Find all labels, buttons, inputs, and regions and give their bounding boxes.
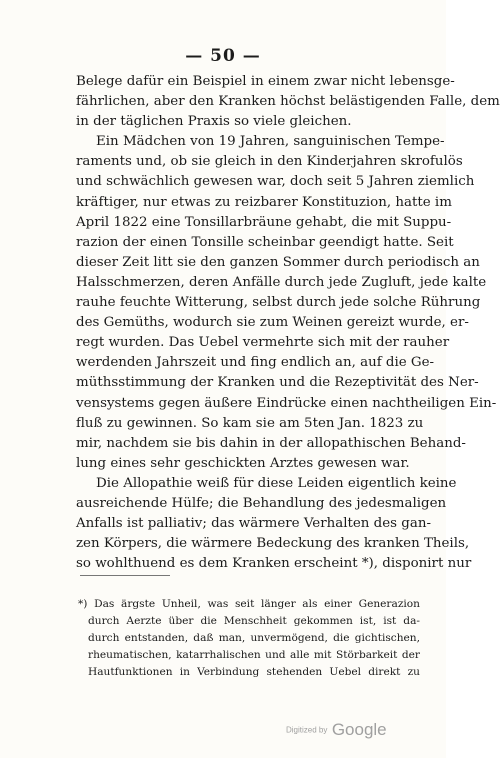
text-line: zen Körpers, die wärmere Bedeckung des kranken Theils, [76,536,470,552]
text-line: fährlichen, aber den Kranken höchst belästigenden Falle, dem [76,94,500,110]
body-text [76,72,500,574]
footnote-divider [80,575,170,576]
text-line: razion der einen Tonsille scheinbar geendigt hatte. Seit [76,234,454,250]
text-line: dieser Zeit litt sie den ganzen Sommer durch periodisch an [76,254,480,270]
footnote-line: durch entstanden, daß man, unvermögend, die gichtischen, [88,632,420,644]
text-line: Die Allopathie weiß für diese Leiden eigentlich keine [96,475,457,491]
text-line: April 1822 eine Tonsillarbräune gehabt, die mit Suppu- [76,214,452,230]
text-line: Ein Mädchen von 19 Jahren, sanguinischen Tempe- [96,134,445,150]
text-line: werdenden Jahrszeit und fing endlich an, auf die Ge- [76,355,435,371]
page-number: — 50 — [185,46,261,66]
footnote [78,596,420,681]
text-line: kräftiger, nur etwas zu reizbarer Konstituzion, hatte im [76,194,452,210]
footnote-line: durch Aerzte über die Menschheit gekommen ist, ist da- [88,615,420,627]
digitized-watermark [286,720,387,740]
text-line: raments und, ob sie gleich in den Kinderjahren skrofulös [76,154,463,170]
text-line: regt wurden. Das Uebel vermehrte sich mit der rauher [76,335,450,351]
text-line: Anfalls ist palliativ; das wärmere Verhalten des gan- [76,516,432,532]
text-line: so wohlthuend es dem Kranken erscheint *), disponirt nur [76,556,472,572]
text-line: ausreichende Hülfe; die Behandlung des jedesmaligen [76,495,447,511]
footnote-line: rheumatischen, katarrhalischen und alle mit Störbarkeit der [88,649,420,661]
text-line: rauhe feuchte Witterung, selbst durch jede solche Rührung [76,295,481,311]
footnote-line: *) Das ärgste Unheil, was seit länger als einer Generazion [78,598,420,610]
text-line: mir, nachdem sie bis dahin in der allopathischen Behand- [76,435,466,451]
text-line: in der täglichen Praxis so viele gleichen. [76,114,352,130]
text-line: und schwächlich gewesen war, doch seit 5 Jahren ziemlich [76,174,475,190]
watermark-brand: Google [331,720,387,739]
text-line: Halsschmerzen, deren Anfälle durch jede Zugluft, jede kalte [76,274,487,290]
text-line: müthsstimmung der Kranken und die Rezeptivität des Ner- [76,375,479,391]
footnote-line: Hautfunktionen in Verbindung stehenden Uebel direkt zu [88,666,420,678]
text-line: lung eines sehr geschickten Arztes gewesen war. [76,455,410,471]
text-line: des Gemüths, wodurch sie zum Weinen gereizt wurde, er- [76,315,469,331]
text-line: Belege dafür ein Beispiel in einem zwar nicht lebensge- [76,74,455,89]
watermark-prefix: Digitized by [286,725,328,735]
text-line: vensystems gegen äußere Eindrücke einen nachtheiligen Ein- [76,395,497,411]
text-line: fluß zu gewinnen. So kam sie am 5ten Jan. 1823 zu [76,415,424,431]
